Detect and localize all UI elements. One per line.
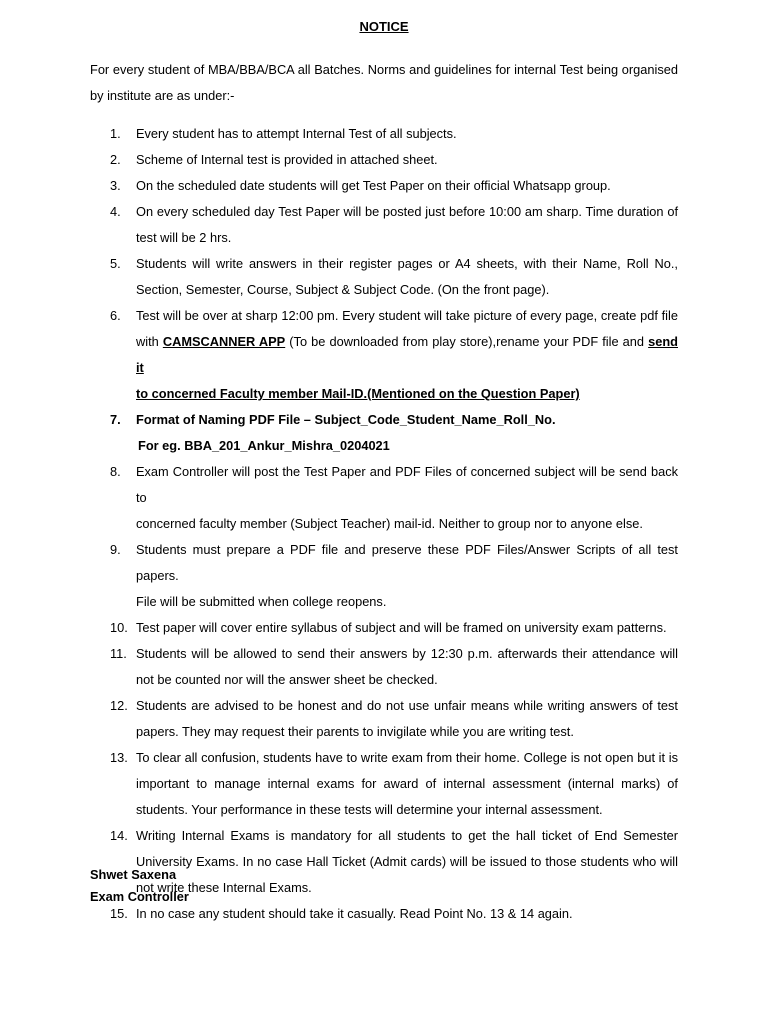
item-number: 6. (110, 308, 121, 323)
list-item-8 (90, 459, 678, 537)
item-number: 1. (110, 126, 121, 141)
item-number: 2. (110, 152, 121, 167)
item-text: Scheme of Internal test is provided in attached sheet. (136, 152, 438, 167)
item-number: 4. (110, 204, 121, 219)
item-text: Exam Controller will post the Test Paper and PDF Files of concerned subject will be send back to (136, 464, 678, 505)
list-item-7 (90, 407, 678, 459)
item-text: University Exams. In no case Hall Ticket (Admit cards) will be issued to those students who will (136, 854, 678, 869)
item-text: important to manage internal exams for award of internal assessment (internal marks) of (136, 776, 678, 791)
list-item-5 (90, 251, 678, 303)
notice-intro (90, 57, 678, 109)
item-text: Students must prepare a PDF file and preserve these PDF Files/Answer Scripts of all test papers. (136, 542, 678, 583)
item-text: On the scheduled date students will get Test Paper on their official Whatsapp group. (136, 178, 611, 193)
item-text: concerned faculty member (Subject Teacher) mail-id. Neither to group nor to anyone else. (136, 516, 643, 531)
list-item-6 (90, 303, 678, 407)
notice-title: NOTICE (359, 19, 409, 34)
list-item-10 (90, 615, 678, 641)
item-text: papers. They may request their parents to invigilate while you are writing test. (136, 724, 574, 739)
item-number: 7. (110, 412, 121, 427)
item-text: not be counted nor will the answer sheet be checked. (136, 672, 438, 687)
list-item-2 (90, 147, 678, 173)
item-text: Test will be over at sharp 12:00 pm. Every student will take picture of every page, create pdf file (136, 308, 678, 323)
list-item-12 (90, 693, 678, 745)
list-item-11 (90, 641, 678, 693)
item-text-part: (To be downloaded from play store),rename your PDF file and (285, 334, 649, 349)
item-number: 5. (110, 256, 121, 271)
item-number: 13. (110, 750, 128, 765)
list-item-13 (90, 745, 678, 823)
signatory-role: Exam Controller (90, 889, 189, 904)
item-number: 15. (110, 906, 128, 921)
list-item-4 (90, 199, 678, 251)
emphasis-text: to concerned Faculty member Mail-ID.(Mentioned on the Question Paper) (136, 386, 580, 401)
item-text: Format of Naming PDF File – Subject_Code_Student_Name_Roll_No. (136, 412, 556, 427)
item-text: test will be 2 hrs. (136, 230, 232, 245)
item-text: Students will be allowed to send their answers by 12:30 p.m. afterwards their attendance will (136, 646, 678, 661)
signatory-name: Shwet Saxena (90, 867, 177, 882)
item-text: File will be submitted when college reopens. (136, 594, 387, 609)
item-number: 11. (110, 646, 127, 661)
item-number: 9. (110, 542, 121, 557)
emphasis-text: send it (136, 334, 678, 375)
list-item-1 (90, 121, 678, 147)
item-text: On every scheduled day Test Paper will be posted just before 10:00 am sharp. Time duration of (136, 204, 678, 219)
item-number: 8. (110, 464, 121, 479)
list-item-9 (90, 537, 678, 615)
item-text: not write these Internal Exams. (136, 880, 312, 895)
app-name: CAMSCANNER APP (162, 334, 286, 349)
item-number: 14. (110, 828, 128, 843)
filename-example: For eg. BBA_201_Ankur_Mishra_0204021 (138, 438, 390, 453)
item-text-part: with (136, 334, 163, 349)
item-number: 12. (110, 698, 128, 713)
item-text: Test paper will cover entire syllabus of subject and will be framed on university exam patterns. (136, 620, 667, 635)
item-number: 10. (110, 620, 128, 635)
item-text: To clear all confusion, students have to write exam from their home. College is not open but it is (136, 750, 678, 765)
item-text: Students are advised to be honest and do not use unfair means while writing answers of test (136, 698, 678, 713)
item-text (136, 329, 678, 381)
intro-line-2: by institute are as under:- (90, 88, 235, 103)
item-number: 3. (110, 178, 121, 193)
item-text: students. Your performance in these tests will determine your internal assessment. (136, 802, 603, 817)
intro-line-1: For every student of MBA/BBA/BCA all Batches. Norms and guidelines for internal Test being organised (90, 62, 678, 77)
item-text: Writing Internal Exams is mandatory for all students to get the hall ticket of End Semester (136, 828, 678, 843)
item-text: Section, Semester, Course, Subject & Subject Code. (On the front page). (136, 282, 550, 297)
item-text: Every student has to attempt Internal Test of all subjects. (136, 126, 457, 141)
guidelines-list (90, 121, 678, 927)
list-item-3 (90, 173, 678, 199)
signature-block (90, 864, 189, 908)
item-text: Students will write answers in their register pages or A4 sheets, with their Name, Roll No., (136, 256, 678, 271)
item-text: In no case any student should take it casually. Read Point No. 13 & 14 again. (136, 906, 573, 921)
